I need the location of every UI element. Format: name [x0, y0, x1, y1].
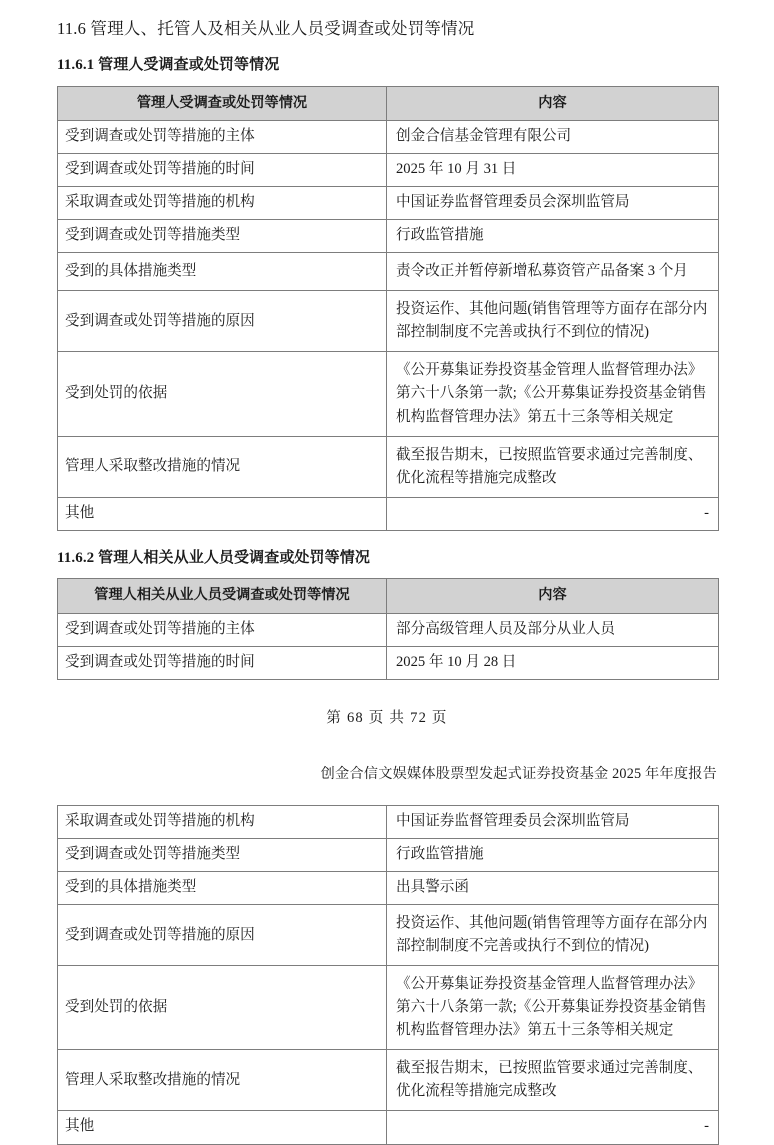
row-value: 行政监管措施 [387, 220, 719, 253]
table-row [58, 646, 719, 679]
column-header-label: 管理人受调查或处罚等情况 [58, 86, 387, 120]
table-row [58, 613, 719, 646]
row-label: 管理人采取整改措施的情况 [58, 436, 387, 497]
row-label: 其他 [58, 497, 387, 530]
table-header-row [58, 579, 719, 613]
row-value: 《公开募集证券投资基金管理人监督管理办法》第六十八条第一款;《公开募集证券投资基金销售机构监督管理办法》第五十三条等相关规定 [387, 966, 719, 1050]
table-header-row [58, 86, 719, 120]
row-label: 受到调查或处罚等措施的时间 [58, 154, 387, 187]
row-value: 中国证券监督管理委员会深圳监管局 [387, 187, 719, 220]
row-value: 出具警示函 [387, 872, 719, 905]
row-label: 受到调查或处罚等措施的原因 [58, 291, 387, 352]
staff-investigation-table [57, 578, 719, 680]
table-row [58, 220, 719, 253]
row-value: 中国证券监督管理委员会深圳监管局 [387, 806, 719, 839]
row-value: 创金合信基金管理有限公司 [387, 121, 719, 154]
page-number-footer: 第 68 页 共 72 页 [326, 710, 448, 726]
row-label: 受到的具体措施类型 [58, 253, 387, 291]
table-row [58, 436, 719, 497]
row-value: - [387, 1111, 719, 1144]
table-row [58, 352, 719, 436]
table-row [58, 187, 719, 220]
row-value: 部分高级管理人员及部分从业人员 [387, 613, 719, 646]
row-value: 行政监管措施 [387, 839, 719, 872]
section-heading: 11.6 管理人、托管人及相关从业人员受调查或处罚等情况 [57, 19, 475, 38]
row-value: 截至报告期末，已按照监管要求通过完善制度、优化流程等措施完成整改 [387, 1050, 719, 1111]
row-label: 受到处罚的依据 [58, 966, 387, 1050]
table-row [58, 291, 719, 352]
row-label: 受到调查或处罚等措施的原因 [58, 905, 387, 966]
table-row [58, 905, 719, 966]
row-label: 受到调查或处罚等措施的时间 [58, 646, 387, 679]
subsection-heading-11-6-1: 11.6.1 管理人受调查或处罚等情况 [57, 56, 280, 73]
row-label: 管理人采取整改措施的情况 [58, 1050, 387, 1111]
row-label: 受到处罚的依据 [58, 352, 387, 436]
row-label: 采取调查或处罚等措施的机构 [58, 187, 387, 220]
staff-investigation-table-continued [57, 805, 719, 1145]
table-row [58, 497, 719, 530]
table-row [58, 839, 719, 872]
row-value: 投资运作、其他问题(销售管理等方面存在部分内部控制制度不完善或执行不到位的情况) [387, 905, 719, 966]
column-header-content: 内容 [387, 579, 719, 613]
row-value: 《公开募集证券投资基金管理人监督管理办法》第六十八条第一款;《公开募集证券投资基金销售机构监督管理办法》第五十三条等相关规定 [387, 352, 719, 436]
table-row [58, 121, 719, 154]
table-row [58, 253, 719, 291]
column-header-label: 管理人相关从业人员受调查或处罚等情况 [58, 579, 387, 613]
row-value: 2025 年 10 月 31 日 [387, 154, 719, 187]
row-label: 受到调查或处罚等措施的主体 [58, 613, 387, 646]
table-row [58, 966, 719, 1050]
row-value: 2025 年 10 月 28 日 [387, 646, 719, 679]
row-label: 其他 [58, 1111, 387, 1144]
row-value: 投资运作、其他问题(销售管理等方面存在部分内部控制制度不完善或执行不到位的情况) [387, 291, 719, 352]
table-row [58, 154, 719, 187]
row-value: - [387, 497, 719, 530]
column-header-content: 内容 [387, 86, 719, 120]
row-label: 采取调查或处罚等措施的机构 [58, 806, 387, 839]
table-row [58, 806, 719, 839]
running-header: 创金合信文娱媒体股票型发起式证券投资基金 2025 年年度报告 [320, 766, 717, 782]
row-label: 受到调查或处罚等措施类型 [58, 839, 387, 872]
table-row [58, 1050, 719, 1111]
table-row [58, 872, 719, 905]
row-label: 受到的具体措施类型 [58, 872, 387, 905]
row-label: 受到调查或处罚等措施类型 [58, 220, 387, 253]
row-value: 责令改正并暂停新增私募资管产品备案 3 个月 [387, 253, 719, 291]
manager-investigation-table [57, 86, 719, 531]
row-label: 受到调查或处罚等措施的主体 [58, 121, 387, 154]
row-value: 截至报告期末，已按照监管要求通过完善制度、优化流程等措施完成整改 [387, 436, 719, 497]
subsection-heading-11-6-2: 11.6.2 管理人相关从业人员受调查或处罚等情况 [57, 549, 370, 566]
